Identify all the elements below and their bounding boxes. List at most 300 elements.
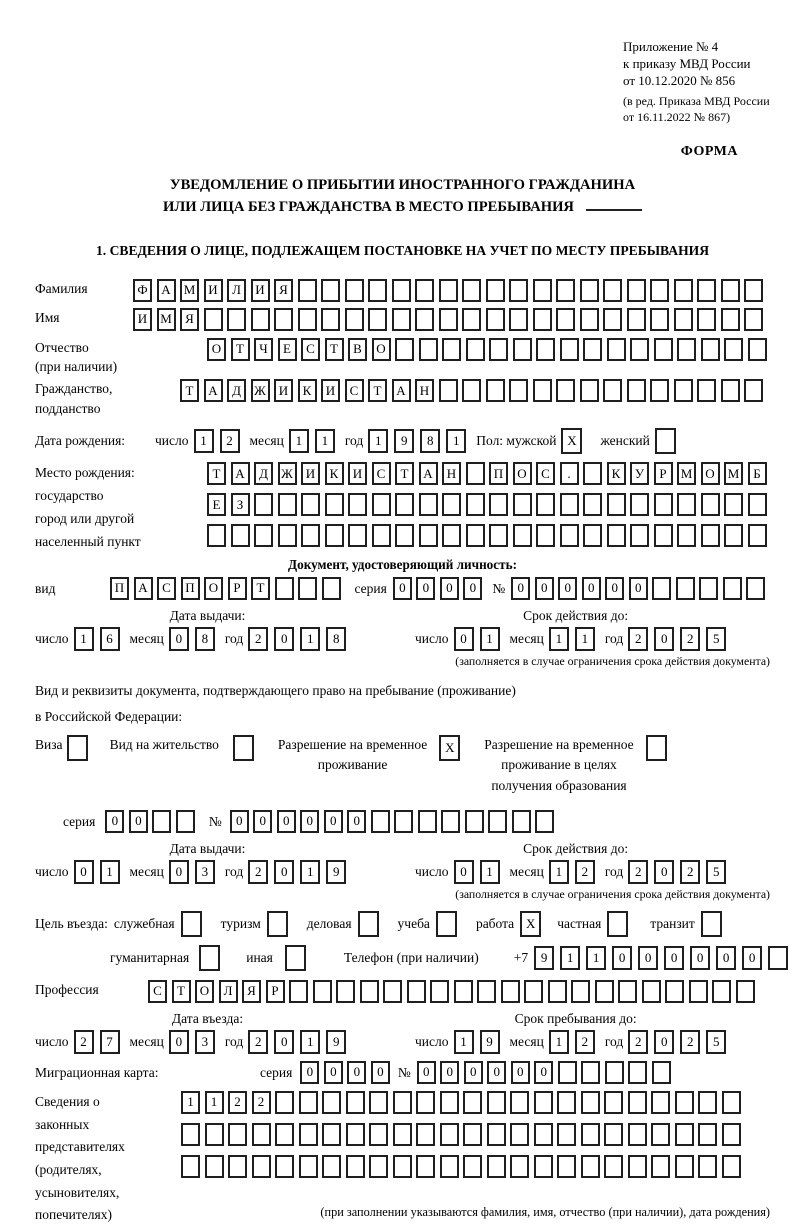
char-box[interactable] — [254, 524, 273, 547]
char-box[interactable]: А — [392, 379, 411, 402]
char-box[interactable] — [699, 577, 718, 600]
char-box[interactable]: З — [231, 493, 250, 516]
char-box[interactable] — [603, 279, 622, 302]
char-box[interactable] — [677, 493, 696, 516]
char-box[interactable] — [560, 493, 579, 516]
char-box[interactable] — [674, 308, 693, 331]
char-box[interactable] — [722, 1155, 741, 1178]
char-box[interactable] — [675, 1155, 694, 1178]
char-box[interactable]: X — [520, 911, 541, 937]
char-box[interactable]: 0 — [558, 577, 577, 600]
char-box[interactable] — [393, 1091, 412, 1114]
char-box[interactable] — [560, 338, 579, 361]
char-box[interactable] — [278, 524, 297, 547]
char-box[interactable] — [513, 493, 532, 516]
char-box[interactable] — [254, 493, 273, 516]
char-box[interactable] — [722, 1091, 741, 1114]
char-box[interactable] — [440, 1155, 459, 1178]
char-box[interactable] — [724, 338, 743, 361]
char-box[interactable] — [430, 980, 449, 1003]
char-box[interactable] — [486, 279, 505, 302]
char-box[interactable] — [368, 279, 387, 302]
char-box[interactable] — [581, 1061, 600, 1084]
char-box[interactable]: 9 — [326, 860, 346, 884]
char-box[interactable]: 1 — [74, 627, 94, 651]
char-box[interactable]: У — [630, 462, 649, 485]
char-box[interactable] — [744, 279, 763, 302]
char-box[interactable]: П — [181, 577, 200, 600]
char-box[interactable]: 1 — [300, 860, 320, 884]
char-box[interactable] — [746, 577, 765, 600]
char-box[interactable] — [583, 493, 602, 516]
char-box[interactable] — [674, 379, 693, 402]
char-box[interactable] — [371, 810, 390, 833]
char-box[interactable] — [205, 1155, 224, 1178]
char-box[interactable]: 0 — [605, 577, 624, 600]
char-box[interactable]: Т — [395, 462, 414, 485]
char-box[interactable] — [465, 810, 484, 833]
char-box[interactable] — [368, 308, 387, 331]
char-box[interactable] — [697, 379, 716, 402]
char-box[interactable]: X — [439, 735, 460, 761]
char-box[interactable]: Т — [231, 338, 250, 361]
char-box[interactable] — [556, 279, 575, 302]
char-box[interactable] — [436, 911, 457, 937]
char-box[interactable]: К — [325, 462, 344, 485]
char-box[interactable] — [415, 279, 434, 302]
char-box[interactable]: 8 — [326, 627, 346, 651]
char-box[interactable] — [536, 338, 555, 361]
char-box[interactable]: И — [348, 462, 367, 485]
char-box[interactable]: 0 — [454, 627, 474, 651]
char-box[interactable] — [463, 1155, 482, 1178]
char-box[interactable]: 1 — [289, 429, 309, 453]
char-box[interactable]: 3 — [195, 860, 215, 884]
char-box[interactable]: 0 — [463, 577, 482, 600]
char-box[interactable]: 2 — [680, 860, 700, 884]
char-box[interactable] — [654, 493, 673, 516]
char-box[interactable] — [348, 524, 367, 547]
char-box[interactable]: 2 — [220, 429, 240, 453]
char-box[interactable]: М — [677, 462, 696, 485]
char-box[interactable]: 9 — [480, 1030, 500, 1054]
char-box[interactable] — [395, 338, 414, 361]
char-box[interactable] — [251, 308, 270, 331]
char-box[interactable]: 1 — [100, 860, 120, 884]
char-box[interactable] — [419, 493, 438, 516]
char-box[interactable] — [581, 1155, 600, 1178]
char-box[interactable] — [748, 524, 767, 547]
char-box[interactable] — [603, 379, 622, 402]
char-box[interactable] — [768, 946, 788, 970]
char-box[interactable] — [628, 1123, 647, 1146]
char-box[interactable]: 1 — [560, 946, 580, 970]
char-box[interactable]: И — [133, 308, 152, 331]
char-box[interactable] — [407, 980, 426, 1003]
char-box[interactable] — [630, 493, 649, 516]
char-box[interactable]: 0 — [582, 577, 601, 600]
char-box[interactable] — [535, 810, 554, 833]
char-box[interactable] — [395, 524, 414, 547]
char-box[interactable] — [227, 308, 246, 331]
char-box[interactable] — [489, 524, 508, 547]
char-box[interactable]: Т — [325, 338, 344, 361]
char-box[interactable]: 0 — [511, 1061, 530, 1084]
char-box[interactable] — [524, 980, 543, 1003]
char-box[interactable]: О — [372, 338, 391, 361]
char-box[interactable]: 5 — [706, 1030, 726, 1054]
char-box[interactable]: 8 — [420, 429, 440, 453]
char-box[interactable] — [275, 1123, 294, 1146]
char-box[interactable] — [395, 493, 414, 516]
char-box[interactable] — [533, 379, 552, 402]
char-box[interactable]: Н — [442, 462, 461, 485]
char-box[interactable] — [487, 1091, 506, 1114]
char-box[interactable]: 2 — [575, 860, 595, 884]
char-box[interactable]: 3 — [195, 1030, 215, 1054]
char-box[interactable]: 0 — [464, 1061, 483, 1084]
char-box[interactable] — [580, 279, 599, 302]
char-box[interactable] — [654, 524, 673, 547]
char-box[interactable] — [440, 1091, 459, 1114]
char-box[interactable] — [628, 1091, 647, 1114]
char-box[interactable] — [228, 1123, 247, 1146]
char-box[interactable]: Т — [180, 379, 199, 402]
char-box[interactable]: 0 — [416, 577, 435, 600]
char-box[interactable] — [558, 1061, 577, 1084]
char-box[interactable]: 5 — [706, 627, 726, 651]
char-box[interactable] — [677, 338, 696, 361]
char-box[interactable] — [651, 1123, 670, 1146]
char-box[interactable] — [571, 980, 590, 1003]
char-box[interactable]: С — [345, 379, 364, 402]
char-box[interactable] — [466, 462, 485, 485]
char-box[interactable] — [509, 308, 528, 331]
char-box[interactable] — [252, 1155, 271, 1178]
char-box[interactable] — [650, 279, 669, 302]
char-box[interactable]: 0 — [274, 860, 294, 884]
char-box[interactable] — [510, 1155, 529, 1178]
char-box[interactable]: О — [195, 980, 214, 1003]
char-box[interactable] — [509, 279, 528, 302]
char-box[interactable] — [604, 1155, 623, 1178]
char-box[interactable]: 0 — [74, 860, 94, 884]
char-box[interactable]: 1 — [315, 429, 335, 453]
char-box[interactable]: 2 — [628, 627, 648, 651]
char-box[interactable]: 0 — [487, 1061, 506, 1084]
char-box[interactable]: С — [301, 338, 320, 361]
char-box[interactable]: 0 — [324, 810, 343, 833]
char-box[interactable] — [697, 279, 716, 302]
char-box[interactable]: 0 — [742, 946, 762, 970]
char-box[interactable] — [701, 493, 720, 516]
char-box[interactable]: П — [489, 462, 508, 485]
char-box[interactable] — [199, 945, 220, 971]
char-box[interactable] — [383, 980, 402, 1003]
char-box[interactable] — [488, 810, 507, 833]
char-box[interactable] — [628, 1061, 647, 1084]
char-box[interactable] — [489, 338, 508, 361]
char-box[interactable] — [651, 1091, 670, 1114]
char-box[interactable] — [580, 308, 599, 331]
char-box[interactable] — [630, 524, 649, 547]
char-box[interactable]: 0 — [511, 577, 530, 600]
char-box[interactable]: 0 — [440, 1061, 459, 1084]
char-box[interactable]: 1 — [480, 627, 500, 651]
char-box[interactable]: И — [274, 379, 293, 402]
char-box[interactable]: 0 — [300, 1061, 319, 1084]
char-box[interactable]: 1 — [194, 429, 214, 453]
char-box[interactable]: Т — [207, 462, 226, 485]
char-box[interactable] — [607, 338, 626, 361]
char-box[interactable]: К — [607, 462, 626, 485]
char-box[interactable] — [533, 308, 552, 331]
char-box[interactable] — [301, 524, 320, 547]
char-box[interactable] — [533, 279, 552, 302]
char-box[interactable]: А — [157, 279, 176, 302]
char-box[interactable] — [372, 524, 391, 547]
char-box[interactable] — [181, 911, 202, 937]
char-box[interactable]: Д — [254, 462, 273, 485]
char-box[interactable] — [463, 1091, 482, 1114]
char-box[interactable]: 0 — [324, 1061, 343, 1084]
char-box[interactable]: 1 — [300, 627, 320, 651]
char-box[interactable]: Ж — [251, 379, 270, 402]
char-box[interactable] — [509, 379, 528, 402]
char-box[interactable] — [369, 1123, 388, 1146]
char-box[interactable] — [607, 911, 628, 937]
char-box[interactable] — [486, 379, 505, 402]
char-box[interactable]: 0 — [716, 946, 736, 970]
char-box[interactable]: С — [372, 462, 391, 485]
char-box[interactable]: Р — [228, 577, 247, 600]
char-box[interactable] — [501, 980, 520, 1003]
char-box[interactable]: 0 — [638, 946, 658, 970]
char-box[interactable] — [581, 1123, 600, 1146]
char-box[interactable]: Б — [748, 462, 767, 485]
char-box[interactable]: 9 — [326, 1030, 346, 1054]
char-box[interactable] — [650, 379, 669, 402]
char-box[interactable] — [440, 1123, 459, 1146]
char-box[interactable] — [701, 524, 720, 547]
char-box[interactable]: М — [724, 462, 743, 485]
char-box[interactable]: 1 — [549, 627, 569, 651]
char-box[interactable] — [181, 1123, 200, 1146]
char-box[interactable]: И — [301, 462, 320, 485]
char-box[interactable] — [275, 1155, 294, 1178]
char-box[interactable]: 2 — [228, 1091, 247, 1114]
char-box[interactable] — [650, 308, 669, 331]
char-box[interactable]: 9 — [394, 429, 414, 453]
char-box[interactable] — [701, 911, 722, 937]
char-box[interactable]: Ч — [254, 338, 273, 361]
char-box[interactable] — [556, 379, 575, 402]
char-box[interactable] — [418, 810, 437, 833]
char-box[interactable] — [298, 577, 317, 600]
char-box[interactable]: 9 — [534, 946, 554, 970]
char-box[interactable]: 1 — [181, 1091, 200, 1114]
char-box[interactable] — [583, 524, 602, 547]
char-box[interactable] — [322, 1155, 341, 1178]
char-box[interactable] — [748, 493, 767, 516]
char-box[interactable] — [642, 980, 661, 1003]
char-box[interactable]: 0 — [129, 810, 148, 833]
char-box[interactable] — [207, 524, 226, 547]
char-box[interactable]: Е — [207, 493, 226, 516]
char-box[interactable]: . — [560, 462, 579, 485]
char-box[interactable] — [419, 338, 438, 361]
char-box[interactable]: И — [321, 379, 340, 402]
char-box[interactable]: 2 — [680, 1030, 700, 1054]
char-box[interactable]: 0 — [534, 1061, 553, 1084]
char-box[interactable] — [698, 1091, 717, 1114]
char-box[interactable]: 0 — [454, 860, 474, 884]
char-box[interactable]: А — [134, 577, 153, 600]
char-box[interactable] — [325, 493, 344, 516]
char-box[interactable] — [677, 524, 696, 547]
char-box[interactable] — [665, 980, 684, 1003]
char-box[interactable] — [442, 493, 461, 516]
char-box[interactable] — [462, 379, 481, 402]
char-box[interactable] — [416, 1155, 435, 1178]
char-box[interactable]: 2 — [628, 1030, 648, 1054]
char-box[interactable] — [676, 577, 695, 600]
char-box[interactable]: 0 — [612, 946, 632, 970]
char-box[interactable] — [581, 1091, 600, 1114]
char-box[interactable]: 6 — [100, 627, 120, 651]
char-box[interactable] — [652, 577, 671, 600]
char-box[interactable] — [285, 945, 306, 971]
char-box[interactable]: 2 — [248, 860, 268, 884]
char-box[interactable] — [548, 980, 567, 1003]
char-box[interactable]: 0 — [347, 810, 366, 833]
char-box[interactable] — [299, 1091, 318, 1114]
char-box[interactable]: А — [204, 379, 223, 402]
char-box[interactable] — [322, 1123, 341, 1146]
char-box[interactable]: 0 — [535, 577, 554, 600]
char-box[interactable] — [392, 279, 411, 302]
char-box[interactable] — [301, 493, 320, 516]
char-box[interactable]: 0 — [105, 810, 124, 833]
char-box[interactable] — [580, 379, 599, 402]
char-box[interactable] — [466, 493, 485, 516]
char-box[interactable] — [233, 735, 254, 761]
char-box[interactable] — [646, 735, 667, 761]
char-box[interactable]: 0 — [274, 627, 294, 651]
char-box[interactable] — [534, 1091, 553, 1114]
char-box[interactable]: 5 — [706, 860, 726, 884]
char-box[interactable]: Я — [274, 279, 293, 302]
char-box[interactable]: Н — [415, 379, 434, 402]
char-box[interactable] — [618, 980, 637, 1003]
char-box[interactable]: 1 — [368, 429, 388, 453]
char-box[interactable] — [536, 493, 555, 516]
char-box[interactable] — [698, 1123, 717, 1146]
char-box[interactable] — [275, 577, 294, 600]
char-box[interactable]: И — [204, 279, 223, 302]
char-box[interactable] — [369, 1091, 388, 1114]
char-box[interactable] — [627, 379, 646, 402]
char-box[interactable] — [607, 493, 626, 516]
char-box[interactable] — [512, 810, 531, 833]
char-box[interactable]: В — [348, 338, 367, 361]
char-box[interactable]: 1 — [300, 1030, 320, 1054]
char-box[interactable] — [336, 980, 355, 1003]
char-box[interactable] — [722, 1123, 741, 1146]
char-box[interactable] — [267, 911, 288, 937]
char-box[interactable]: Р — [654, 462, 673, 485]
char-box[interactable]: 2 — [74, 1030, 94, 1054]
char-box[interactable] — [313, 980, 332, 1003]
char-box[interactable] — [299, 1123, 318, 1146]
char-box[interactable] — [325, 524, 344, 547]
char-box[interactable]: Я — [242, 980, 261, 1003]
char-box[interactable]: 0 — [169, 1030, 189, 1054]
char-box[interactable] — [275, 1091, 294, 1114]
char-box[interactable] — [345, 308, 364, 331]
char-box[interactable] — [439, 379, 458, 402]
char-box[interactable] — [454, 980, 473, 1003]
char-box[interactable]: 2 — [248, 627, 268, 651]
char-box[interactable] — [701, 338, 720, 361]
char-box[interactable] — [152, 810, 171, 833]
char-box[interactable]: 2 — [248, 1030, 268, 1054]
char-box[interactable] — [477, 980, 496, 1003]
char-box[interactable] — [462, 308, 481, 331]
char-box[interactable] — [439, 308, 458, 331]
char-box[interactable]: 0 — [629, 577, 648, 600]
char-box[interactable] — [510, 1123, 529, 1146]
char-box[interactable] — [627, 308, 646, 331]
char-box[interactable]: X — [561, 428, 582, 454]
char-box[interactable]: Т — [172, 980, 191, 1003]
char-box[interactable] — [442, 338, 461, 361]
char-box[interactable] — [556, 308, 575, 331]
char-box[interactable]: М — [157, 308, 176, 331]
char-box[interactable] — [205, 1123, 224, 1146]
char-box[interactable] — [487, 1155, 506, 1178]
char-box[interactable]: Я — [180, 308, 199, 331]
char-box[interactable]: 1 — [549, 860, 569, 884]
char-box[interactable] — [322, 577, 341, 600]
char-box[interactable]: 1 — [586, 946, 606, 970]
char-box[interactable] — [630, 338, 649, 361]
char-box[interactable] — [348, 493, 367, 516]
char-box[interactable] — [675, 1091, 694, 1114]
char-box[interactable] — [204, 308, 223, 331]
char-box[interactable]: 1 — [549, 1030, 569, 1054]
char-box[interactable] — [513, 524, 532, 547]
char-box[interactable] — [466, 338, 485, 361]
char-box[interactable] — [557, 1155, 576, 1178]
char-box[interactable] — [536, 524, 555, 547]
char-box[interactable] — [560, 524, 579, 547]
char-box[interactable]: 0 — [347, 1061, 366, 1084]
char-box[interactable] — [697, 308, 716, 331]
char-box[interactable] — [176, 810, 195, 833]
char-box[interactable] — [346, 1091, 365, 1114]
char-box[interactable] — [392, 308, 411, 331]
char-box[interactable]: А — [231, 462, 250, 485]
char-box[interactable] — [675, 1123, 694, 1146]
char-box[interactable]: О — [207, 338, 226, 361]
char-box[interactable]: К — [298, 379, 317, 402]
char-box[interactable] — [231, 524, 250, 547]
char-box[interactable] — [721, 308, 740, 331]
char-box[interactable]: Е — [278, 338, 297, 361]
char-box[interactable] — [489, 493, 508, 516]
char-box[interactable] — [415, 308, 434, 331]
